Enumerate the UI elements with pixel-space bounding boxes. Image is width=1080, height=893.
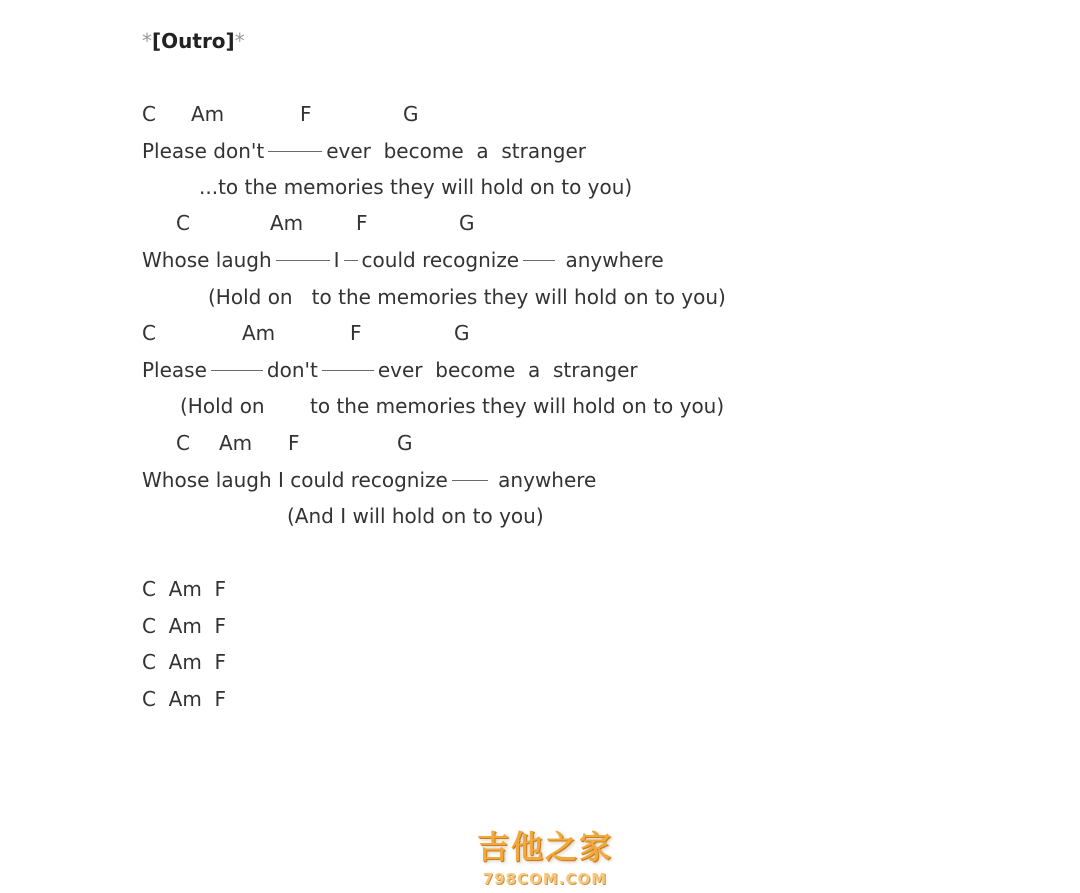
chord: C — [176, 211, 190, 235]
section-heading — [142, 29, 245, 53]
lyric-segment: a — [528, 358, 541, 382]
watermark-logo — [470, 822, 620, 892]
chord: G — [403, 102, 419, 126]
lyric-segment: don't — [266, 358, 318, 382]
chord: G — [397, 431, 413, 455]
lyric-line — [142, 358, 638, 382]
heading-asterisk-open: * — [142, 29, 152, 53]
lyric-segment: become — [383, 139, 464, 163]
dash-separator — [344, 260, 358, 261]
chord: G — [459, 211, 475, 235]
dash-separator — [523, 260, 555, 261]
lyric-segment: a — [476, 139, 489, 163]
lyric-segment: stranger — [552, 358, 638, 382]
chord: C — [142, 102, 156, 126]
lyric-segment: ever — [377, 358, 423, 382]
dash-separator — [211, 370, 263, 371]
dash-separator — [268, 151, 322, 152]
chord: F — [300, 102, 312, 126]
lyric-line — [142, 139, 586, 163]
lyric-segment: Please — [142, 358, 207, 382]
dash-separator — [322, 370, 374, 371]
dash-separator — [452, 480, 488, 481]
echo-line: (Hold on — [180, 394, 265, 418]
ending-chord-line: C Am F — [142, 614, 227, 638]
lyric-segment: become — [435, 358, 516, 382]
lyric-segment: Please don't — [142, 139, 265, 163]
chord: F — [288, 431, 300, 455]
watermark-name: 吉他之家 — [476, 828, 613, 866]
lyric-line — [142, 468, 596, 492]
echo-line: (And I will hold on to you) — [287, 504, 544, 528]
section-title: [Outro] — [152, 29, 235, 53]
chord: Am — [242, 321, 276, 345]
echo-line: (Hold on to the memories they will hold on to you) — [208, 285, 726, 309]
chord: G — [454, 321, 470, 345]
heading-asterisk-close: * — [234, 29, 245, 53]
chord: C — [142, 321, 156, 345]
lyric-segment: Whose laugh I could recognize — [142, 468, 448, 492]
chord: F — [356, 211, 368, 235]
lyric-segment: stranger — [501, 139, 586, 163]
dash-separator — [276, 260, 330, 261]
lyric-line — [142, 248, 664, 272]
lyric-segment: Whose laugh — [142, 248, 272, 272]
lyric-segment: anywhere — [565, 248, 664, 272]
lyric-segment: anywhere — [498, 468, 597, 492]
chord: C — [176, 431, 190, 455]
lyric-segment: ever — [326, 139, 371, 163]
chord: Am — [219, 431, 253, 455]
lyric-segment: could recognize — [361, 248, 520, 272]
chord: Am — [270, 211, 304, 235]
ending-chord-line: C Am F — [142, 687, 227, 711]
chord: Am — [191, 102, 225, 126]
ending-chord-line: C Am F — [142, 577, 227, 601]
echo-line: to the memories they will hold on to you) — [310, 394, 725, 418]
ending-chord-line: C Am F — [142, 650, 227, 674]
echo-line: ...to the memories they will hold on to you) — [199, 175, 633, 199]
watermark-url: 798COM.COM — [482, 870, 608, 888]
chord: F — [350, 321, 362, 345]
lyric-segment: I — [333, 248, 340, 272]
